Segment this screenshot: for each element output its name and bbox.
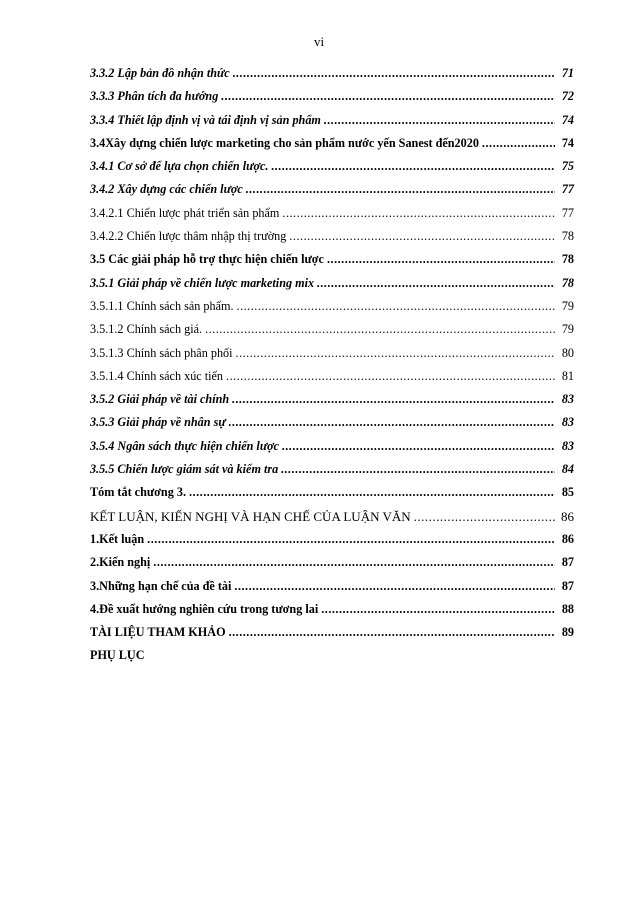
toc-entry-page: 87 xyxy=(561,555,574,570)
toc-entry[interactable] xyxy=(90,462,574,485)
toc-entry[interactable] xyxy=(90,555,574,578)
toc-entry[interactable] xyxy=(90,229,574,252)
toc-entry-page: 71 xyxy=(561,66,574,80)
toc-entry[interactable] xyxy=(90,415,574,438)
toc-entry-label: PHỤ LỤC xyxy=(90,648,145,663)
toc-entry-page: 74 xyxy=(561,135,574,150)
toc-entry[interactable] xyxy=(90,159,574,182)
toc-entry-page: 85 xyxy=(561,485,574,500)
toc-entry[interactable] xyxy=(90,439,574,462)
toc-entry-page: 78 xyxy=(561,275,574,290)
toc-entry-page: 88 xyxy=(561,601,574,616)
toc-entry-label: 3.5.1.3 Chính sách phân phối xyxy=(90,345,233,360)
toc-entry[interactable] xyxy=(90,648,574,671)
dot-leader xyxy=(271,159,555,174)
toc-entry[interactable] xyxy=(90,206,574,229)
toc-entry-label: 3.4.2.2 Chiến lược thâm nhập thị trường xyxy=(90,229,287,244)
dot-leader xyxy=(229,415,555,430)
toc-entry-page: 86 xyxy=(561,531,574,546)
table-of-contents xyxy=(90,66,574,672)
dot-leader xyxy=(153,555,555,570)
toc-entry[interactable] xyxy=(90,322,574,345)
dot-leader xyxy=(281,462,555,477)
toc-entry-label: 3.4Xây dựng chiến lược marketing cho sản phẩm nước yến Sanest đến2020 xyxy=(90,135,479,150)
toc-entry[interactable] xyxy=(90,136,574,159)
toc-entry-label: 3.3.3 Phân tích đa hướng xyxy=(90,89,219,104)
toc-entry[interactable] xyxy=(90,276,574,299)
toc-entry-label: KẾT LUẬN, KIẾN NGHỊ VÀ HẠN CHẾ CỦA LUẬN VĂN xyxy=(90,508,411,524)
toc-entry[interactable] xyxy=(90,346,574,369)
dot-leader xyxy=(221,89,555,104)
toc-entry-label: 1.Kết luận xyxy=(90,531,145,546)
dot-leader xyxy=(233,66,555,81)
toc-entry-label: Tóm tắt chương 3. xyxy=(90,485,186,500)
toc-entry-label: 3.3.2 Lập bản đồ nhận thức xyxy=(90,66,230,80)
toc-entry-page: 83 xyxy=(561,415,574,430)
toc-entry-page: 79 xyxy=(561,298,574,313)
dot-leader xyxy=(234,579,555,594)
toc-entry-page: 79 xyxy=(561,322,574,337)
toc-entry[interactable] xyxy=(90,509,574,532)
toc-entry-label: 3.Những hạn chế của đề tài xyxy=(90,578,232,593)
dot-leader xyxy=(321,602,555,617)
toc-entry[interactable] xyxy=(90,89,574,112)
toc-entry-label: 3.4.2 Xây dựng các chiến lược xyxy=(90,182,243,197)
toc-entry-page: 78 xyxy=(561,229,574,244)
toc-entry-page: 86 xyxy=(561,508,574,524)
toc-entry-label: 3.5.1.2 Chính sách giá. xyxy=(90,322,203,337)
toc-entry-label: 3.4.2.1 Chiến lược phát triển sản phẩm xyxy=(90,205,280,220)
toc-entry-label: 2.Kiến nghị xyxy=(90,555,151,570)
dot-leader xyxy=(246,182,555,197)
dot-leader xyxy=(236,346,555,361)
toc-entry-label: 3.5.4 Ngân sách thực hiện chiến lược xyxy=(90,438,280,453)
toc-entry[interactable] xyxy=(90,182,574,205)
dot-leader xyxy=(237,299,555,314)
dot-leader xyxy=(282,439,555,454)
toc-entry[interactable] xyxy=(90,625,574,648)
toc-entry-page: 78 xyxy=(561,252,574,267)
dot-leader xyxy=(205,322,555,337)
toc-entry[interactable] xyxy=(90,252,574,275)
dot-leader xyxy=(289,229,555,244)
toc-entry-label: 3.5.3 Giải pháp về nhân sự xyxy=(90,415,226,430)
dot-leader xyxy=(317,276,555,291)
toc-entry-page: 75 xyxy=(561,159,574,174)
dot-leader xyxy=(232,392,555,407)
dot-leader xyxy=(282,206,555,221)
toc-entry[interactable] xyxy=(90,485,574,508)
toc-entry-page: 77 xyxy=(561,182,574,197)
toc-entry-page: 74 xyxy=(561,112,574,127)
toc-entry-page: 84 xyxy=(561,462,574,477)
toc-entry[interactable] xyxy=(90,299,574,322)
toc-entry-page: 81 xyxy=(561,368,574,383)
toc-entry-label: 3.5.5 Chiến lược giám sát và kiểm tra xyxy=(90,462,279,477)
toc-entry[interactable] xyxy=(90,113,574,136)
toc-entry-label: 3.4.1 Cơ sở để lựa chọn chiến lược. xyxy=(90,159,269,174)
toc-entry[interactable] xyxy=(90,369,574,392)
toc-entry-label: 3.5.1.4 Chính sách xúc tiến xyxy=(90,368,224,383)
toc-entry-label: 3.3.4 Thiết lập định vị và tái định vị sản phẩm xyxy=(90,112,321,127)
dot-leader xyxy=(482,136,555,151)
toc-entry[interactable] xyxy=(90,532,574,555)
dot-leader xyxy=(147,532,555,547)
dot-leader xyxy=(229,625,555,640)
toc-entry-label: 3.5.1 Giải pháp về chiến lược marketing mix xyxy=(90,275,315,290)
toc-entry-page: 89 xyxy=(561,625,574,640)
dot-leader xyxy=(189,485,555,500)
toc-entry-label: 3.5 Các giải pháp hỗ trợ thực hiện chiến lược xyxy=(90,252,324,267)
toc-entry-page: 77 xyxy=(561,205,574,220)
dot-leader xyxy=(327,252,555,267)
toc-entry-label: TÀI LIỆU THAM KHẢO xyxy=(90,625,226,640)
toc-entry[interactable] xyxy=(90,66,574,89)
toc-entry-page: 87 xyxy=(561,578,574,593)
toc-entry-label: 4.Đề xuất hướng nghiên cứu trong tương lai xyxy=(90,601,319,616)
toc-entry-page: 72 xyxy=(561,89,574,104)
toc-entry[interactable] xyxy=(90,602,574,625)
page-number: vi xyxy=(313,34,325,49)
dot-leader xyxy=(414,509,555,525)
toc-entry-label: 3.5.1.1 Chính sách sản phẩm. xyxy=(90,298,234,313)
toc-entry-label: 3.5.2 Giải pháp về tài chính xyxy=(90,392,230,407)
toc-entry-page: 80 xyxy=(561,345,574,360)
toc-entry[interactable] xyxy=(90,392,574,415)
toc-entry-page: 83 xyxy=(561,392,574,407)
dot-leader xyxy=(324,113,555,128)
toc-entry[interactable] xyxy=(90,579,574,602)
toc-entry-page: 83 xyxy=(561,438,574,453)
dot-leader xyxy=(226,369,555,384)
